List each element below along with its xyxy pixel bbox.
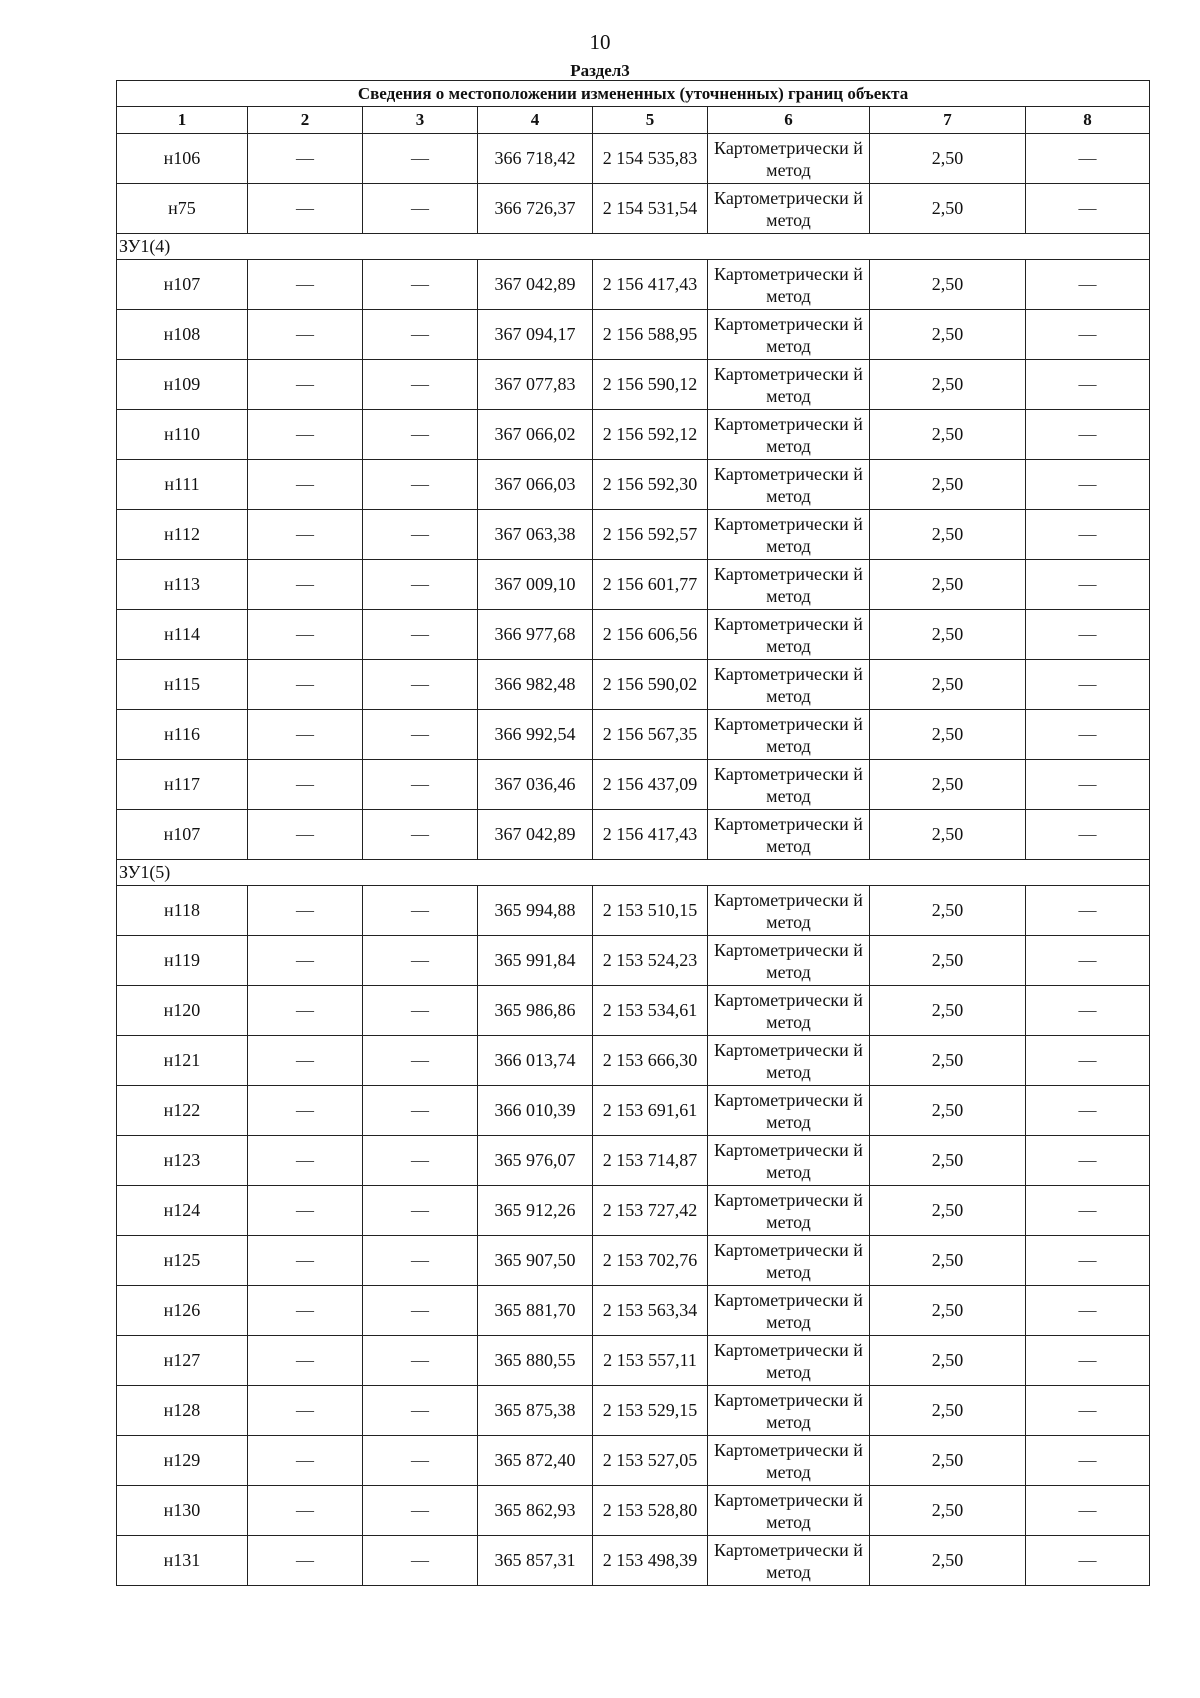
column-2-cell: — — [248, 1386, 363, 1436]
x-coordinate-cell: 365 986,86 — [478, 986, 593, 1036]
table-row — [117, 1336, 1150, 1386]
column-8-cell: — — [1026, 510, 1150, 560]
point-number-cell: н116 — [117, 710, 248, 760]
group-label: ЗУ1(4) — [117, 234, 1150, 260]
x-coordinate-cell: 366 726,37 — [478, 184, 593, 234]
column-2-cell: — — [248, 1436, 363, 1486]
point-number-cell: н119 — [117, 936, 248, 986]
method-cell: Картометрически й метод — [708, 710, 870, 760]
column-3-cell: — — [363, 1286, 478, 1336]
column-2-cell: — — [248, 936, 363, 986]
column-8-cell: — — [1026, 760, 1150, 810]
y-coordinate-cell: 2 153 524,23 — [593, 936, 708, 986]
accuracy-cell: 2,50 — [870, 1136, 1026, 1186]
column-3-cell: — — [363, 1486, 478, 1536]
point-number-cell: н123 — [117, 1136, 248, 1186]
column-3-cell: — — [363, 1136, 478, 1186]
column-number: 1 — [117, 107, 248, 134]
column-8-cell: — — [1026, 1386, 1150, 1436]
y-coordinate-cell: 2 153 527,05 — [593, 1436, 708, 1486]
column-8-cell: — — [1026, 310, 1150, 360]
x-coordinate-cell: 365 872,40 — [478, 1436, 593, 1486]
x-coordinate-cell: 365 875,38 — [478, 1386, 593, 1436]
y-coordinate-cell: 2 153 534,61 — [593, 986, 708, 1036]
column-8-cell: — — [1026, 1086, 1150, 1136]
y-coordinate-cell: 2 156 592,57 — [593, 510, 708, 560]
column-2-cell: — — [248, 1536, 363, 1586]
column-8-cell: — — [1026, 1136, 1150, 1186]
x-coordinate-cell: 365 912,26 — [478, 1186, 593, 1236]
column-3-cell: — — [363, 310, 478, 360]
x-coordinate-cell: 367 077,83 — [478, 360, 593, 410]
y-coordinate-cell: 2 156 417,43 — [593, 810, 708, 860]
point-number-cell: н126 — [117, 1286, 248, 1336]
x-coordinate-cell: 367 094,17 — [478, 310, 593, 360]
column-2-cell: — — [248, 1036, 363, 1086]
point-number-cell: н130 — [117, 1486, 248, 1536]
column-3-cell: — — [363, 886, 478, 936]
y-coordinate-cell: 2 156 590,12 — [593, 360, 708, 410]
table-row — [117, 310, 1150, 360]
column-2-cell: — — [248, 184, 363, 234]
column-3-cell: — — [363, 460, 478, 510]
method-cell: Картометрически й метод — [708, 660, 870, 710]
y-coordinate-cell: 2 154 535,83 — [593, 134, 708, 184]
method-cell: Картометрически й метод — [708, 760, 870, 810]
table-row — [117, 1186, 1150, 1236]
column-2-cell: — — [248, 1086, 363, 1136]
column-3-cell: — — [363, 184, 478, 234]
column-8-cell: — — [1026, 134, 1150, 184]
method-cell: Картометрически й метод — [708, 1036, 870, 1086]
column-3-cell: — — [363, 410, 478, 460]
table-row — [117, 1386, 1150, 1436]
accuracy-cell: 2,50 — [870, 936, 1026, 986]
accuracy-cell: 2,50 — [870, 886, 1026, 936]
point-number-cell: н107 — [117, 810, 248, 860]
method-cell: Картометрически й метод — [708, 184, 870, 234]
column-2-cell: — — [248, 1336, 363, 1386]
column-8-cell: — — [1026, 184, 1150, 234]
accuracy-cell: 2,50 — [870, 1336, 1026, 1386]
column-8-cell: — — [1026, 1236, 1150, 1286]
column-2-cell: — — [248, 1136, 363, 1186]
table-row — [117, 1436, 1150, 1486]
method-cell: Картометрически й метод — [708, 134, 870, 184]
x-coordinate-cell: 367 036,46 — [478, 760, 593, 810]
point-number-cell: н113 — [117, 560, 248, 610]
accuracy-cell: 2,50 — [870, 1286, 1026, 1336]
point-number-cell: н121 — [117, 1036, 248, 1086]
point-number-cell: н120 — [117, 986, 248, 1036]
accuracy-cell: 2,50 — [870, 510, 1026, 560]
point-number-cell: н128 — [117, 1386, 248, 1436]
y-coordinate-cell: 2 156 567,35 — [593, 710, 708, 760]
method-cell: Картометрически й метод — [708, 610, 870, 660]
column-2-cell: — — [248, 310, 363, 360]
column-2-cell: — — [248, 1286, 363, 1336]
accuracy-cell: 2,50 — [870, 1536, 1026, 1586]
column-8-cell: — — [1026, 1186, 1150, 1236]
column-3-cell: — — [363, 936, 478, 986]
method-cell: Картометрически й метод — [708, 1336, 870, 1386]
y-coordinate-cell: 2 154 531,54 — [593, 184, 708, 234]
column-8-cell: — — [1026, 560, 1150, 610]
x-coordinate-cell: 366 718,42 — [478, 134, 593, 184]
group-label-row — [117, 234, 1150, 260]
column-8-cell: — — [1026, 710, 1150, 760]
y-coordinate-cell: 2 156 437,09 — [593, 760, 708, 810]
y-coordinate-cell: 2 153 563,34 — [593, 1286, 708, 1336]
method-cell: Картометрически й метод — [708, 1136, 870, 1186]
x-coordinate-cell: 365 880,55 — [478, 1336, 593, 1386]
x-coordinate-cell: 367 009,10 — [478, 560, 593, 610]
point-number-cell: н75 — [117, 184, 248, 234]
column-2-cell: — — [248, 1236, 363, 1286]
column-3-cell: — — [363, 660, 478, 710]
column-8-cell: — — [1026, 886, 1150, 936]
column-3-cell: — — [363, 810, 478, 860]
table-row — [117, 184, 1150, 234]
point-number-cell: н117 — [117, 760, 248, 810]
x-coordinate-cell: 367 042,89 — [478, 810, 593, 860]
method-cell: Картометрически й метод — [708, 1086, 870, 1136]
accuracy-cell: 2,50 — [870, 1086, 1026, 1136]
x-coordinate-cell: 366 977,68 — [478, 610, 593, 660]
method-cell: Картометрически й метод — [708, 510, 870, 560]
point-number-cell: н109 — [117, 360, 248, 410]
y-coordinate-cell: 2 156 590,02 — [593, 660, 708, 710]
column-8-cell: — — [1026, 810, 1150, 860]
y-coordinate-cell: 2 153 714,87 — [593, 1136, 708, 1186]
method-cell: Картометрически й метод — [708, 1386, 870, 1436]
x-coordinate-cell: 365 991,84 — [478, 936, 593, 986]
method-cell: Картометрически й метод — [708, 886, 870, 936]
method-cell: Картометрически й метод — [708, 360, 870, 410]
boundary-coordinates-table — [116, 80, 1150, 1586]
table-row — [117, 1036, 1150, 1086]
column-3-cell: — — [363, 710, 478, 760]
column-8-cell: — — [1026, 1486, 1150, 1536]
column-number: 2 — [248, 107, 363, 134]
table-row — [117, 660, 1150, 710]
table-row — [117, 410, 1150, 460]
y-coordinate-cell: 2 153 691,61 — [593, 1086, 708, 1136]
point-number-cell: н129 — [117, 1436, 248, 1486]
y-coordinate-cell: 2 153 498,39 — [593, 1536, 708, 1586]
method-cell: Картометрически й метод — [708, 310, 870, 360]
table-row — [117, 610, 1150, 660]
accuracy-cell: 2,50 — [870, 1236, 1026, 1286]
point-number-cell: н124 — [117, 1186, 248, 1236]
table-row — [117, 986, 1150, 1036]
point-number-cell: н110 — [117, 410, 248, 460]
method-cell: Картометрически й метод — [708, 1536, 870, 1586]
x-coordinate-cell: 365 857,31 — [478, 1536, 593, 1586]
point-number-cell: н108 — [117, 310, 248, 360]
accuracy-cell: 2,50 — [870, 460, 1026, 510]
x-coordinate-cell: 367 066,02 — [478, 410, 593, 460]
column-3-cell: — — [363, 986, 478, 1036]
x-coordinate-cell: 366 013,74 — [478, 1036, 593, 1086]
column-2-cell: — — [248, 360, 363, 410]
column-2-cell: — — [248, 886, 363, 936]
x-coordinate-cell: 365 881,70 — [478, 1286, 593, 1336]
column-2-cell: — — [248, 660, 363, 710]
y-coordinate-cell: 2 153 727,42 — [593, 1186, 708, 1236]
method-cell: Картометрически й метод — [708, 936, 870, 986]
column-2-cell: — — [248, 460, 363, 510]
table-row — [117, 886, 1150, 936]
accuracy-cell: 2,50 — [870, 810, 1026, 860]
x-coordinate-cell: 366 992,54 — [478, 710, 593, 760]
column-3-cell: — — [363, 1386, 478, 1436]
column-2-cell: — — [248, 410, 363, 460]
column-2-cell: — — [248, 134, 363, 184]
method-cell: Картометрически й метод — [708, 260, 870, 310]
accuracy-cell: 2,50 — [870, 1486, 1026, 1536]
y-coordinate-cell: 2 153 557,11 — [593, 1336, 708, 1386]
point-number-cell: н112 — [117, 510, 248, 560]
accuracy-cell: 2,50 — [870, 410, 1026, 460]
accuracy-cell: 2,50 — [870, 986, 1026, 1036]
column-8-cell: — — [1026, 1036, 1150, 1086]
table-row — [117, 1236, 1150, 1286]
table-row — [117, 510, 1150, 560]
column-number: 3 — [363, 107, 478, 134]
table-row — [117, 134, 1150, 184]
method-cell: Картометрически й метод — [708, 1236, 870, 1286]
x-coordinate-cell: 365 862,93 — [478, 1486, 593, 1536]
column-3-cell: — — [363, 560, 478, 610]
column-8-cell: — — [1026, 1286, 1150, 1336]
table-row — [117, 936, 1150, 986]
column-8-cell: — — [1026, 660, 1150, 710]
column-3-cell: — — [363, 510, 478, 560]
method-cell: Картометрически й метод — [708, 1436, 870, 1486]
accuracy-cell: 2,50 — [870, 134, 1026, 184]
column-3-cell: — — [363, 1336, 478, 1386]
y-coordinate-cell: 2 156 592,30 — [593, 460, 708, 510]
column-8-cell: — — [1026, 936, 1150, 986]
method-cell: Картометрически й метод — [708, 810, 870, 860]
accuracy-cell: 2,50 — [870, 260, 1026, 310]
point-number-cell: н115 — [117, 660, 248, 710]
column-2-cell: — — [248, 1186, 363, 1236]
table-row — [117, 710, 1150, 760]
column-8-cell: — — [1026, 360, 1150, 410]
table-row — [117, 560, 1150, 610]
column-3-cell: — — [363, 1536, 478, 1586]
column-number: 7 — [870, 107, 1026, 134]
point-number-cell: н107 — [117, 260, 248, 310]
accuracy-cell: 2,50 — [870, 610, 1026, 660]
table-row — [117, 760, 1150, 810]
column-8-cell: — — [1026, 410, 1150, 460]
y-coordinate-cell: 2 153 702,76 — [593, 1236, 708, 1286]
column-2-cell: — — [248, 260, 363, 310]
column-2-cell: — — [248, 710, 363, 760]
y-coordinate-cell: 2 153 666,30 — [593, 1036, 708, 1086]
accuracy-cell: 2,50 — [870, 1036, 1026, 1086]
column-8-cell: — — [1026, 986, 1150, 1036]
page-number: 10 — [589, 30, 611, 54]
column-number: 8 — [1026, 107, 1150, 134]
column-2-cell: — — [248, 560, 363, 610]
point-number-cell: н122 — [117, 1086, 248, 1136]
accuracy-cell: 2,50 — [870, 184, 1026, 234]
method-cell: Картометрически й метод — [708, 410, 870, 460]
x-coordinate-cell: 367 063,38 — [478, 510, 593, 560]
table-row — [117, 360, 1150, 410]
column-3-cell: — — [363, 1086, 478, 1136]
method-cell: Картометрически й метод — [708, 1486, 870, 1536]
accuracy-cell: 2,50 — [870, 560, 1026, 610]
group-label: ЗУ1(5) — [117, 860, 1150, 886]
column-2-cell: — — [248, 810, 363, 860]
y-coordinate-cell: 2 156 606,56 — [593, 610, 708, 660]
column-2-cell: — — [248, 760, 363, 810]
column-2-cell: — — [248, 986, 363, 1036]
column-3-cell: — — [363, 1036, 478, 1086]
column-8-cell: — — [1026, 610, 1150, 660]
accuracy-cell: 2,50 — [870, 310, 1026, 360]
y-coordinate-cell: 2 156 417,43 — [593, 260, 708, 310]
column-3-cell: — — [363, 610, 478, 660]
point-number-cell: н114 — [117, 610, 248, 660]
method-cell: Картометрически й метод — [708, 986, 870, 1036]
column-3-cell: — — [363, 134, 478, 184]
table-row — [117, 460, 1150, 510]
method-cell: Картометрически й метод — [708, 460, 870, 510]
column-2-cell: — — [248, 610, 363, 660]
accuracy-cell: 2,50 — [870, 1436, 1026, 1486]
column-number: 4 — [478, 107, 593, 134]
x-coordinate-cell: 365 976,07 — [478, 1136, 593, 1186]
column-8-cell: — — [1026, 1536, 1150, 1586]
table-row — [117, 1486, 1150, 1536]
y-coordinate-cell: 2 153 528,80 — [593, 1486, 708, 1536]
column-numbers-row — [117, 107, 1150, 134]
column-3-cell: — — [363, 260, 478, 310]
point-number-cell: н127 — [117, 1336, 248, 1386]
table-body — [117, 134, 1150, 1586]
x-coordinate-cell: 365 907,50 — [478, 1236, 593, 1286]
column-3-cell: — — [363, 1236, 478, 1286]
x-coordinate-cell: 366 982,48 — [478, 660, 593, 710]
column-3-cell: — — [363, 1436, 478, 1486]
accuracy-cell: 2,50 — [870, 760, 1026, 810]
y-coordinate-cell: 2 156 592,12 — [593, 410, 708, 460]
table-caption: Сведения о местоположении измененных (уточненных) границ объекта — [117, 81, 1150, 107]
column-2-cell: — — [248, 510, 363, 560]
table-row — [117, 1286, 1150, 1336]
group-label-row — [117, 860, 1150, 886]
point-number-cell: н125 — [117, 1236, 248, 1286]
column-8-cell: — — [1026, 1336, 1150, 1386]
x-coordinate-cell: 367 042,89 — [478, 260, 593, 310]
accuracy-cell: 2,50 — [870, 360, 1026, 410]
y-coordinate-cell: 2 153 510,15 — [593, 886, 708, 936]
accuracy-cell: 2,50 — [870, 1186, 1026, 1236]
point-number-cell: н118 — [117, 886, 248, 936]
x-coordinate-cell: 365 994,88 — [478, 886, 593, 936]
y-coordinate-cell: 2 153 529,15 — [593, 1386, 708, 1436]
column-8-cell: — — [1026, 260, 1150, 310]
accuracy-cell: 2,50 — [870, 1386, 1026, 1436]
column-2-cell: — — [248, 1486, 363, 1536]
table-row — [117, 1136, 1150, 1186]
method-cell: Картометрически й метод — [708, 1286, 870, 1336]
accuracy-cell: 2,50 — [870, 710, 1026, 760]
column-3-cell: — — [363, 1186, 478, 1236]
method-cell: Картометрически й метод — [708, 1186, 870, 1236]
column-3-cell: — — [363, 760, 478, 810]
column-number: 6 — [708, 107, 870, 134]
section-label: Раздел3 — [570, 61, 630, 80]
y-coordinate-cell: 2 156 588,95 — [593, 310, 708, 360]
y-coordinate-cell: 2 156 601,77 — [593, 560, 708, 610]
accuracy-cell: 2,50 — [870, 660, 1026, 710]
table-row — [117, 260, 1150, 310]
table-row — [117, 1536, 1150, 1586]
table-row — [117, 1086, 1150, 1136]
column-8-cell: — — [1026, 460, 1150, 510]
x-coordinate-cell: 366 010,39 — [478, 1086, 593, 1136]
table-row — [117, 810, 1150, 860]
point-number-cell: н131 — [117, 1536, 248, 1586]
column-3-cell: — — [363, 360, 478, 410]
x-coordinate-cell: 367 066,03 — [478, 460, 593, 510]
method-cell: Картометрически й метод — [708, 560, 870, 610]
column-8-cell: — — [1026, 1436, 1150, 1486]
point-number-cell: н111 — [117, 460, 248, 510]
point-number-cell: н106 — [117, 134, 248, 184]
column-number: 5 — [593, 107, 708, 134]
